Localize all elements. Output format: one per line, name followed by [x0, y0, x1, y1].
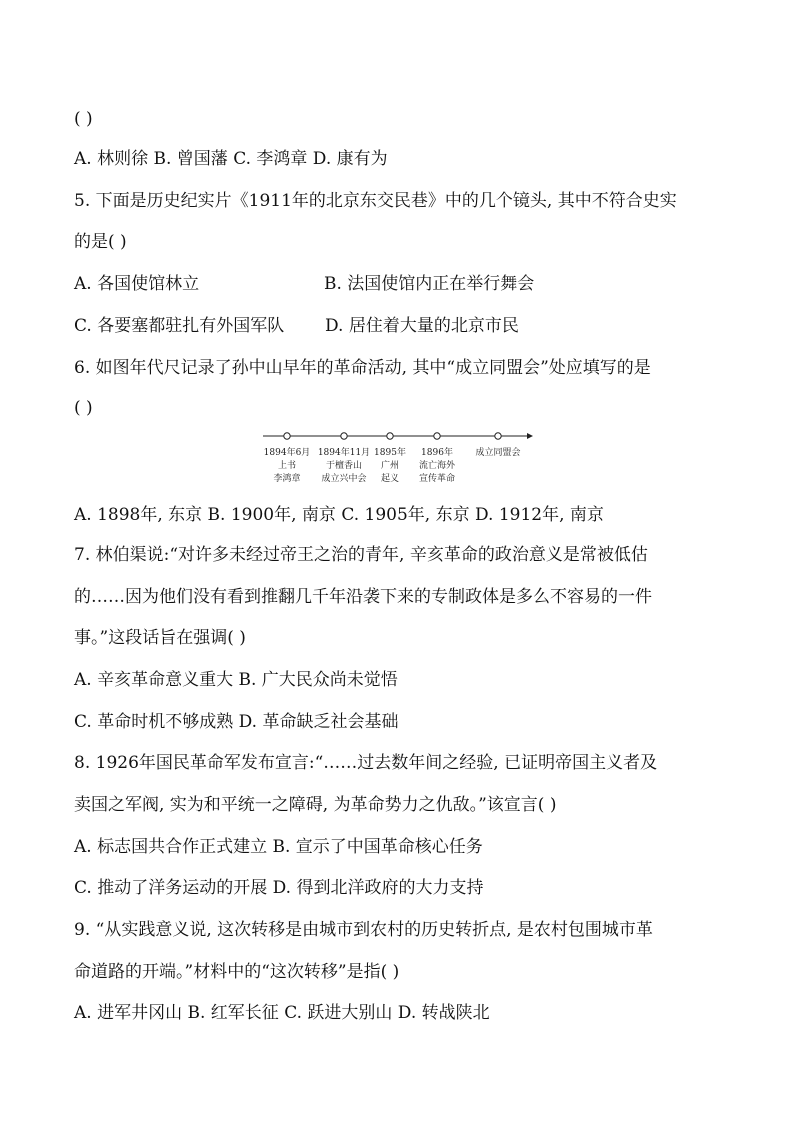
q4-answer-paren: ( ) — [74, 109, 93, 129]
timeline-event-label: 广州 — [380, 461, 400, 471]
q5-stem-line-1: 5. 下面是历史纪实片《1911年的北京东交民巷》中的几个镜头, 其中不符合史实 — [74, 191, 677, 211]
timeline-event-label: 宣传革命 — [418, 474, 456, 484]
q7-options-cd: C. 革命时机不够成熟 D. 革命缺乏社会基础 — [74, 712, 399, 732]
timeline-node — [341, 433, 347, 439]
q6-answer-paren: ( ) — [74, 398, 93, 418]
timeline-event-label: 上书 — [277, 461, 297, 471]
q7-stem-line-1: 7. 林伯渠说:“对许多未经过帝王之治的青年, 辛亥革命的政治意义是常被低估 — [74, 545, 648, 565]
timeline-event-label: 流亡海外 — [418, 461, 456, 471]
q5-options-cd — [74, 315, 714, 337]
q5-options-ab — [74, 273, 714, 295]
timeline-node — [284, 433, 290, 439]
q8-options-ab: A. 标志国共合作正式建立 B. 宣示了中国革命核心任务 — [74, 837, 483, 857]
q9-stem-line-2: 命道路的开端。”材料中的“这次转移”是指( ) — [74, 962, 400, 982]
timeline-node — [495, 433, 501, 439]
q4-options: A. 林则徐 B. 曾国藩 C. 李鸿章 D. 康有为 — [74, 149, 388, 169]
timeline-figure — [255, 424, 545, 494]
q6-options: A. 1898年, 东京 B. 1900年, 南京 C. 1905年, 东京 D. 1912年, 南京 — [74, 505, 604, 525]
q9-options: A. 进军井冈山 B. 红军长征 C. 跃进大别山 D. 转战陕北 — [74, 1003, 490, 1023]
timeline-node — [387, 433, 393, 439]
timeline-arrow — [527, 433, 533, 439]
q5-option-b: B. 法国使馆内正在举行舞会 — [324, 274, 535, 294]
timeline-event-label: 于檀香山 — [325, 461, 363, 471]
q8-stem-line-2: 卖国之军阀, 实为和平统一之障碍, 为革命势力之仇敌。”该宣言( ) — [74, 795, 557, 815]
timeline-date-label: 1896年 — [421, 448, 453, 458]
q8-stem-line-1: 8. 1926年国民革命军发布宣言:“……过去数年间之经验, 已证明帝国主义者及 — [74, 753, 658, 773]
q6-stem-line-1: 6. 如图年代尺记录了孙中山早年的革命活动, 其中“成立同盟会”处应填写的是 — [74, 358, 651, 378]
timeline-date-label: 1894年6月 — [263, 448, 311, 458]
q7-options-ab: A. 辛亥革命意义重大 B. 广大民众尚未觉悟 — [74, 670, 398, 690]
q5-option-d: D. 居住着大量的北京市民 — [325, 316, 519, 336]
q5-option-c: C. 各要塞都驻扎有外国军队 — [74, 316, 285, 336]
q8-options-cd: C. 推动了洋务运动的开展 D. 得到北洋政府的大力支持 — [74, 878, 484, 898]
timeline-date-label: 1894年11月 — [317, 448, 371, 458]
timeline-date-label: 1895年 — [374, 448, 406, 458]
timeline-event-label: 起义 — [380, 474, 400, 484]
q5-stem-line-2: 的是( ) — [74, 232, 127, 252]
timeline-date-label: 成立同盟会 — [475, 448, 521, 458]
timeline-node — [434, 433, 440, 439]
q5-option-a: A. 各国使馆林立 — [74, 274, 200, 294]
q7-stem-line-3: 事。”这段话旨在强调( ) — [74, 628, 246, 648]
timeline-event-label: 李鸿章 — [273, 474, 301, 484]
q7-stem-line-2: 的……因为他们没有看到推翻几千年沿袭下来的专制政体是多么不容易的一件 — [74, 587, 652, 607]
timeline-event-label: 成立兴中会 — [321, 474, 367, 484]
q9-stem-line-1: 9. “从实践意义说, 这次转移是由城市到农村的历史转折点, 是农村包围城市革 — [74, 920, 653, 940]
